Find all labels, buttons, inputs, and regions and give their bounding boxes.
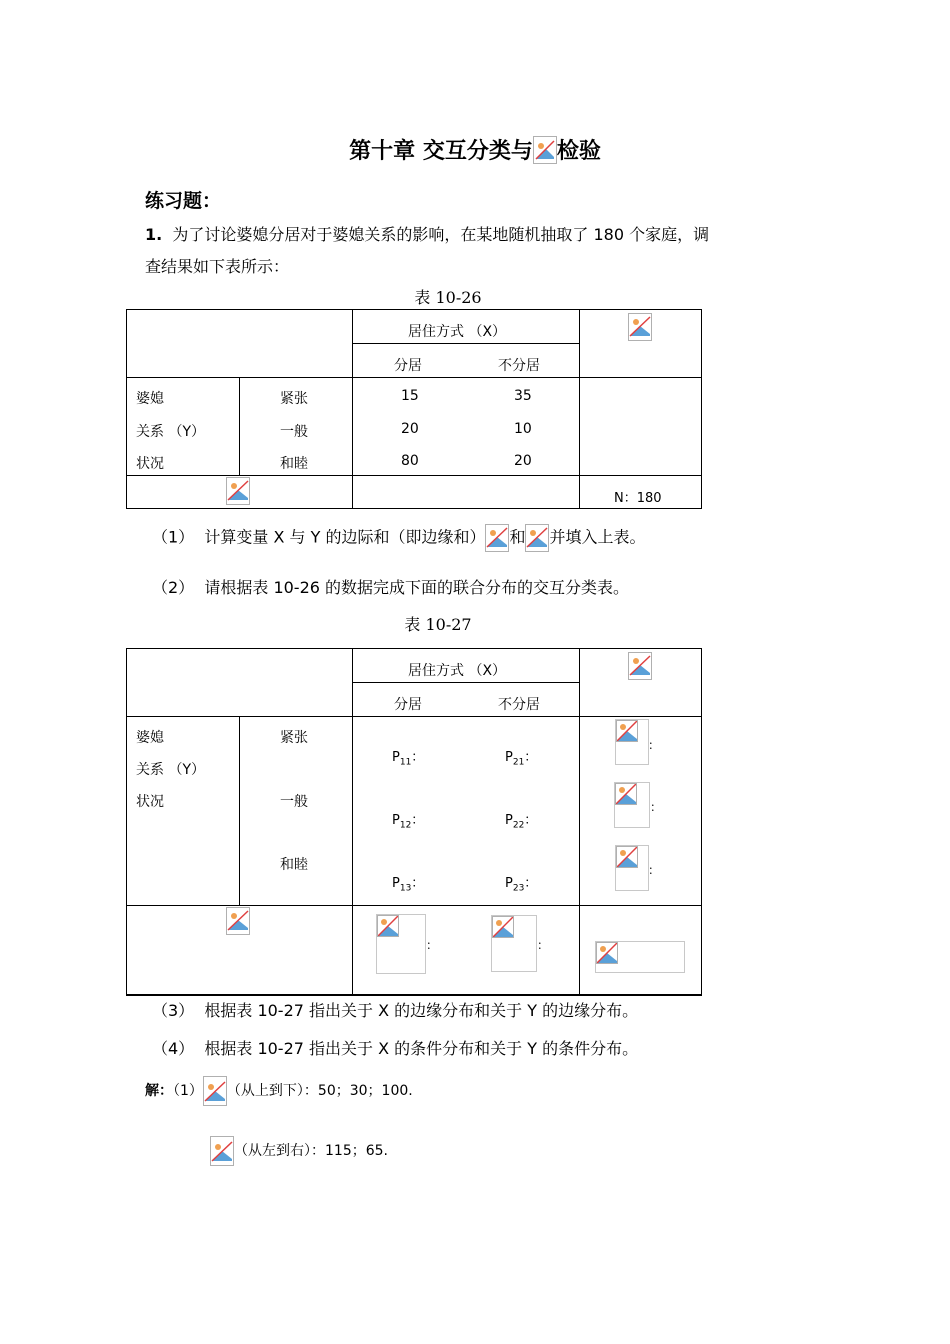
sub-question-2: （2） 请根据表 10-26 的数据完成下面的联合分布的交互分类表。 [152,578,630,597]
table1-row-2-v2: 10 [514,421,532,437]
question-1-line2: 查结果如下表所示： [145,257,290,276]
table2 [126,648,703,997]
column-margin-answer-image-icon [210,1136,234,1166]
row-3-margin-colon: ： [648,863,661,877]
row-1-margin-image-icon [616,720,638,742]
sub-question-3: （3） 根据表 10-27 指出关于 X 的边缘分布和关于 Y 的边缘分布。 [152,1001,639,1020]
table1-row-1-v2: 35 [514,388,532,404]
sub-question-4: （4） 根据表 10-27 指出关于 X 的条件分布和关于 Y 的条件分布。 [152,1039,639,1058]
p13-cell: $P_{13}$： [392,876,425,894]
p21-cell: $P_{21}$： [505,750,538,768]
column-total-image-icon [226,907,250,935]
row-margin-answer-image-icon [203,1076,227,1106]
table1-row-1-v1: 15 [401,388,419,404]
table2-col-1: 分居 [394,697,422,713]
table2-row-label-1: 婆媳 [136,730,164,746]
answer-line-1: 解：（1） （从上到下）：50；30；100. [145,1076,413,1106]
col-2-margin-image-icon [492,916,514,938]
row-margin-image-icon [485,524,509,552]
table1-row-label-3: 状况 [136,456,164,472]
column-total-image-icon [226,477,250,505]
table2-row-3-label: 和睦 [280,857,308,873]
row-total-image-icon [628,313,652,341]
row-2-margin-colon: ： [650,800,663,814]
table1-row-3-v2: 20 [514,453,532,469]
col-1-margin-colon: ： [426,938,439,952]
table1-col-1: 分居 [394,358,422,374]
chi-square-image-icon [533,136,557,164]
row-1-margin-colon: ： [648,738,661,752]
table2-row-2-label: 一般 [280,794,308,810]
table1-grand-total: N：180 [614,491,662,506]
sub-question-1: （1） 计算变量 X 与 Y 的边际和（即边缘和） 和 并填入上表。 [152,524,645,552]
table1-row-2-v1: 20 [401,421,419,437]
p23-cell: $P_{23}$： [505,876,538,894]
table1 [126,309,702,509]
table2-col-2: 不分居 [498,697,540,713]
table2-row-1-label: 紧张 [280,730,308,746]
section-heading: 练习题： [145,190,222,212]
table1-row-label-1: 婆媳 [136,391,164,407]
table2-row-label-2: 关系 （Y） [136,762,206,778]
answer-line-2: （从左到右）：115；65. [210,1136,388,1166]
table1-row-2-label: 一般 [280,424,308,440]
table1-row-3-v1: 80 [401,453,419,469]
table1-caption: 表 10-26 [414,288,482,307]
p12-cell: $P_{12}$： [392,813,425,831]
grand-total-image-icon [596,942,618,964]
row-2-margin-image-icon [615,783,637,805]
col-1-margin-image-icon [377,915,399,937]
table2-row-label-3: 状况 [136,794,164,810]
table1-header: 居住方式 （X） [408,324,507,340]
table2-header: 居住方式 （X） [408,663,507,679]
row-3-margin-image-icon [616,846,638,868]
col-2-margin-colon: ： [537,938,550,952]
table1-col-2: 不分居 [498,358,540,374]
table1-row-3-label: 和睦 [280,456,308,472]
table2-caption: 表 10-27 [404,615,472,634]
row-total-image-icon [628,652,652,680]
question-1-line1: 1. 为了讨论婆媳分居对于婆媳关系的影响，在某地随机抽取了 180 个家庭，调 [145,225,710,244]
page-title: 第十章 交互分类与 检验 [0,134,950,166]
table1-row-1-label: 紧张 [280,391,308,407]
table1-row-label-2: 关系 （Y） [136,424,206,440]
p11-cell: $P_{11}$： [392,750,425,768]
column-margin-image-icon [525,524,549,552]
p22-cell: $P_{22}$： [505,813,538,831]
